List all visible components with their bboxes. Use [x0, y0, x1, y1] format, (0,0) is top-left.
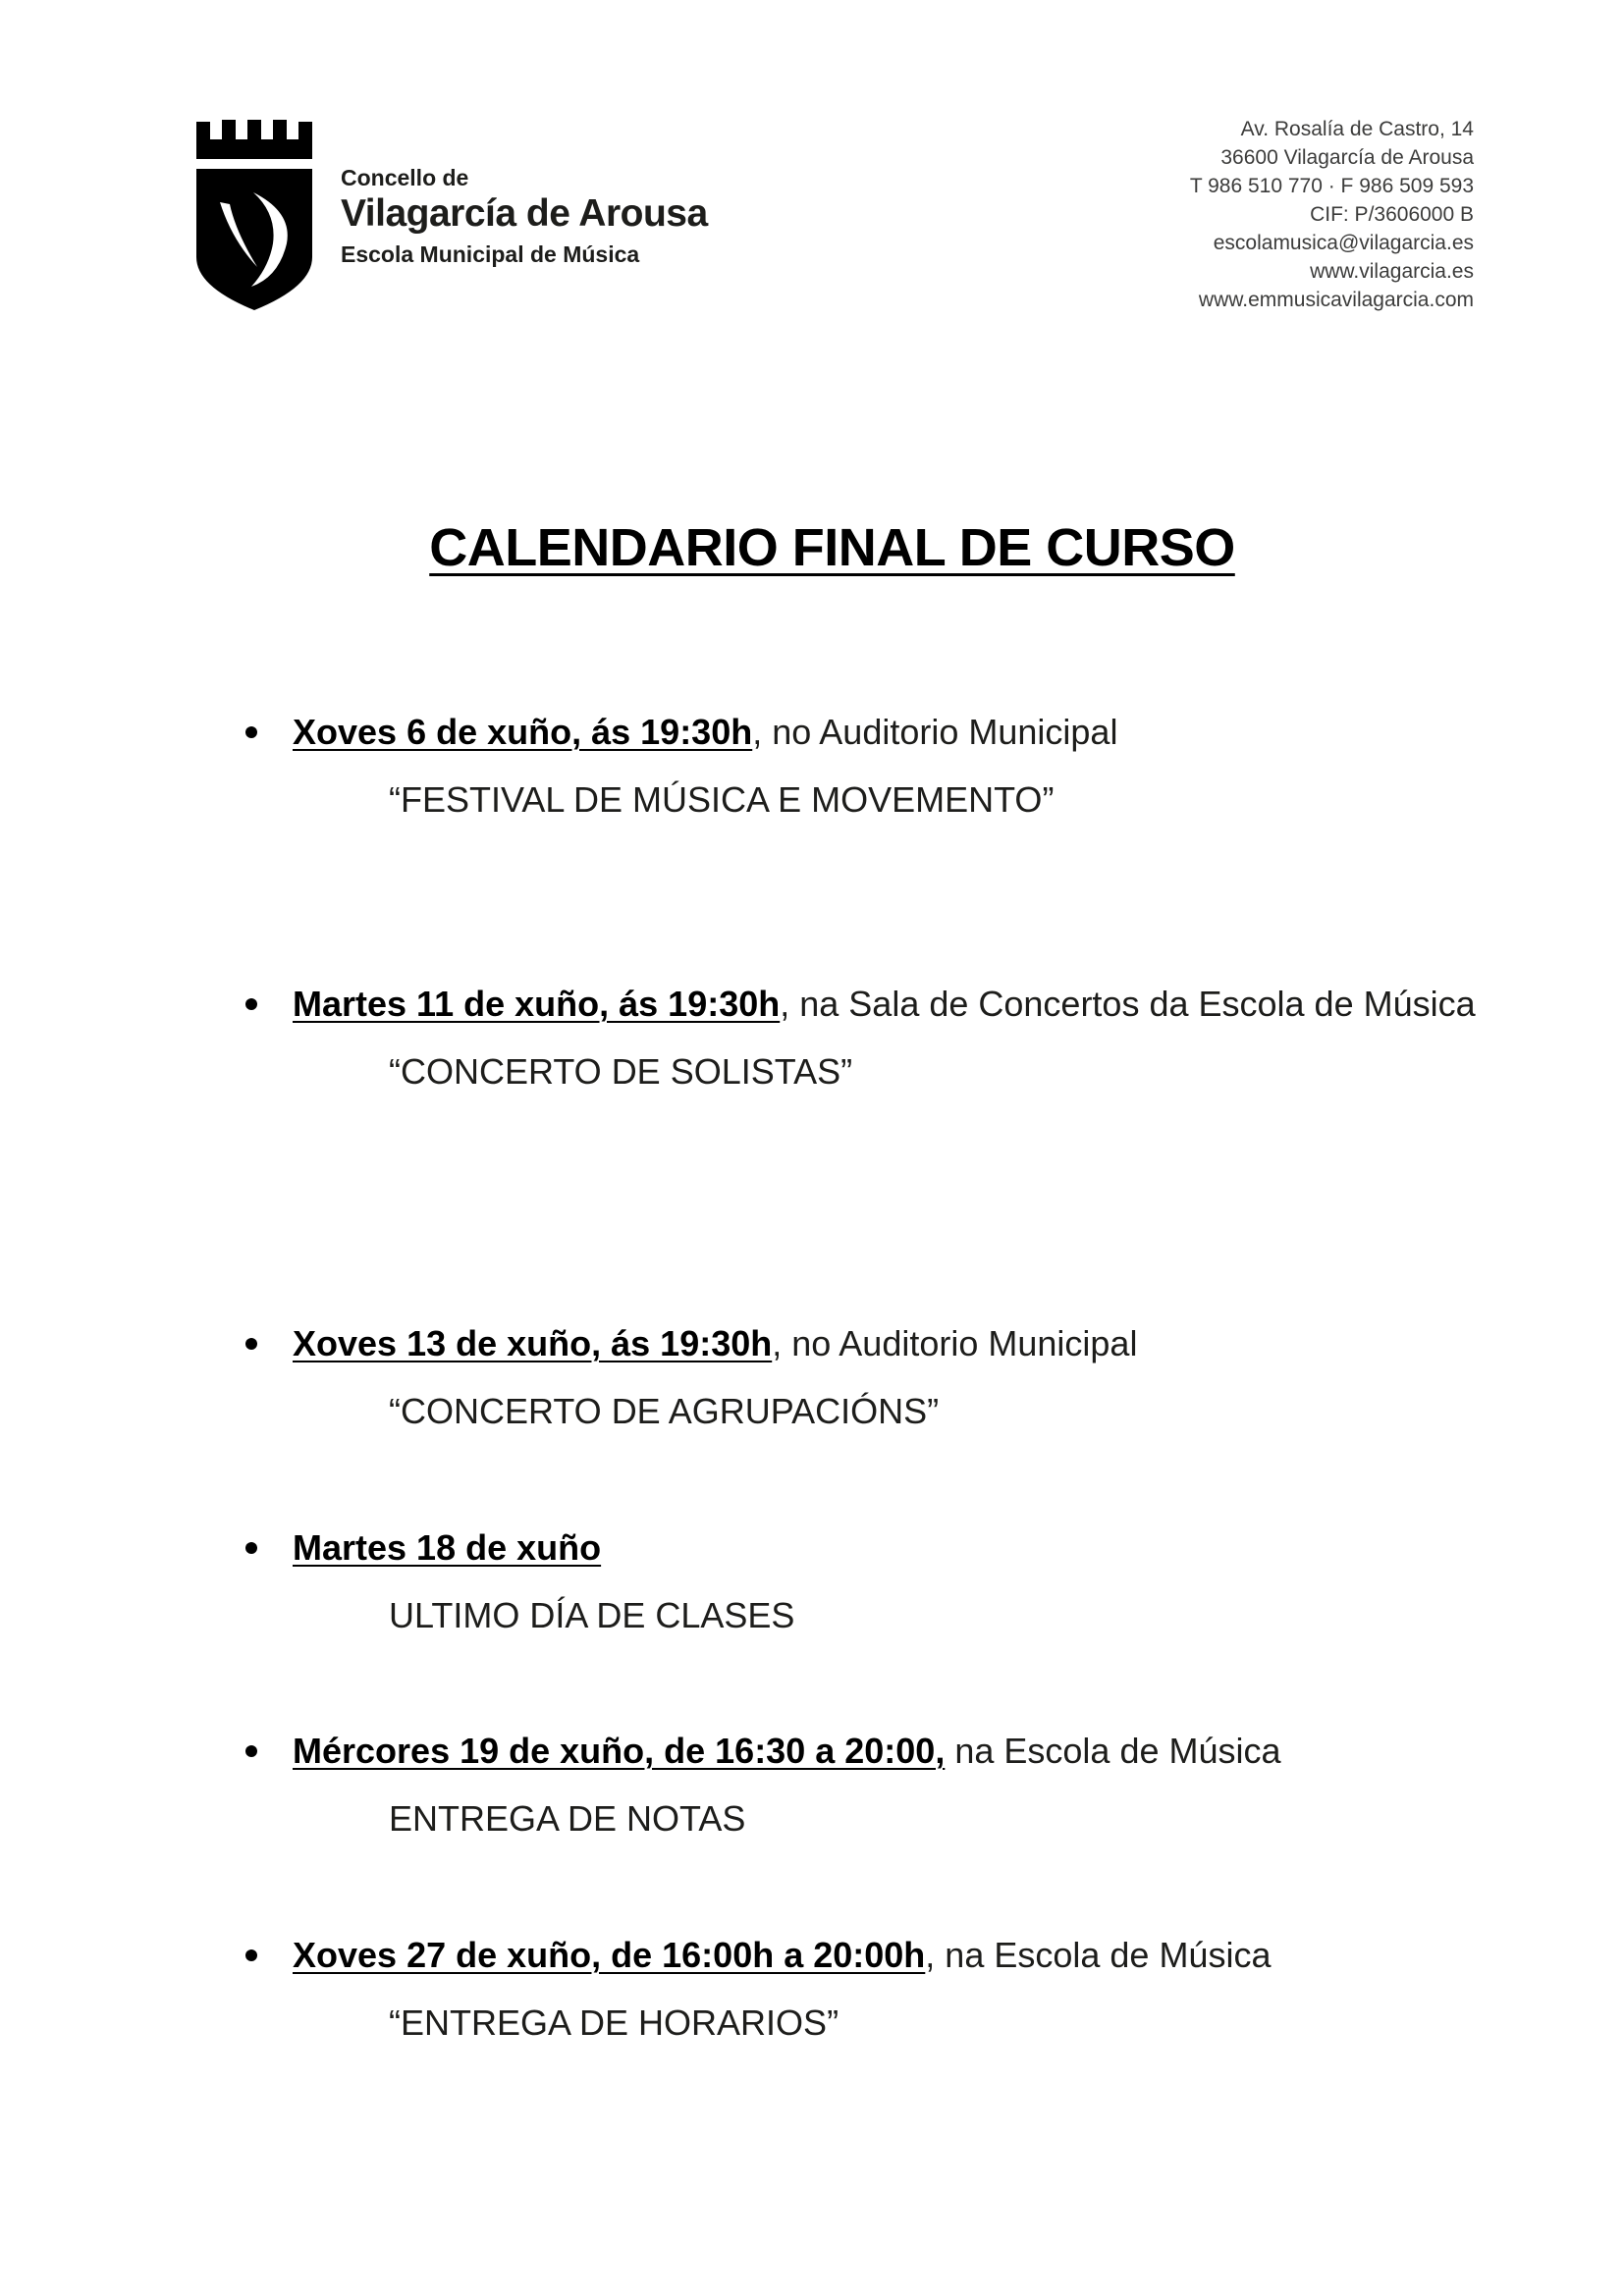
event-heading — [293, 698, 1492, 766]
brand-line-town: Vilagarcía de Arousa — [341, 192, 708, 235]
event-item — [245, 1309, 1492, 1445]
event-heading — [293, 970, 1492, 1038]
event-description: “CONCERTO DE SOLISTAS” — [389, 1051, 853, 1092]
event-description: ENTREGA DE NOTAS — [389, 1798, 746, 1839]
address-website: www.vilagarcia.es — [1310, 260, 1474, 283]
event-heading — [293, 1717, 1492, 1785]
brand-line-council: Concello de — [341, 165, 469, 190]
bullet-icon — [245, 726, 257, 738]
event-item — [245, 1921, 1492, 2056]
event-date: Martes 11 de xuño, ás 19:30h — [293, 984, 781, 1024]
event-item — [245, 698, 1492, 833]
page-title: CALENDARIO FINAL DE CURSO — [429, 518, 1235, 577]
event-date: Xoves 6 de xuño, ás 19:30h — [293, 712, 753, 752]
bullet-icon — [245, 998, 257, 1010]
address-phone-fax: T 986 510 770 · F 986 509 593 — [1189, 175, 1474, 197]
event-description: “FESTIVAL DE MÚSICA E MOVEMENTO” — [389, 779, 1055, 820]
event-item — [245, 970, 1492, 1105]
address-street: Av. Rosalía de Castro, 14 — [1240, 118, 1474, 140]
event-heading — [293, 1309, 1492, 1377]
event-date: Martes 18 de xuño — [293, 1527, 602, 1568]
brand-line-school: Escola Municipal de Música — [341, 241, 640, 267]
event-description: ULTIMO DÍA DE CLASES — [389, 1595, 795, 1635]
event-place: , no Auditorio Municipal — [752, 712, 1118, 752]
event-date: Mércores 19 de xuño, de 16:30 a 20:00, — [293, 1731, 946, 1771]
bullet-icon — [245, 1338, 257, 1350]
event-description: “ENTREGA DE HORARIOS” — [389, 2002, 839, 2043]
bullet-icon — [245, 1542, 257, 1554]
address-cif: CIF: P/3606000 B — [1310, 203, 1474, 226]
contact-address-block — [1190, 115, 1474, 314]
castle-shield-logo-icon — [196, 120, 312, 310]
event-place: , na Escola de Música — [925, 1935, 1272, 1975]
event-place: , no Auditorio Municipal — [772, 1323, 1138, 1363]
event-place: , na Sala de Concertos da Escola de Música — [780, 984, 1476, 1024]
address-website-music: www.emmusicavilagarcia.com — [1198, 289, 1474, 311]
institution-name — [341, 164, 708, 270]
event-date: Xoves 13 de xuño, ás 19:30h — [293, 1323, 773, 1363]
bullet-icon — [245, 1745, 257, 1757]
address-email: escolamusica@vilagarcia.es — [1213, 232, 1474, 254]
event-date: Xoves 27 de xuño, de 16:00h a 20:00h — [293, 1935, 926, 1975]
event-item — [245, 1514, 1492, 1649]
event-heading — [293, 1514, 1492, 1581]
event-heading — [293, 1921, 1492, 1989]
address-city: 36600 Vilagarcía de Arousa — [1220, 146, 1474, 169]
event-item — [245, 1717, 1492, 1852]
event-place: na Escola de Música — [945, 1731, 1281, 1771]
bullet-icon — [245, 1949, 257, 1961]
event-description: “CONCERTO DE AGRUPACIÓNS” — [389, 1391, 940, 1431]
